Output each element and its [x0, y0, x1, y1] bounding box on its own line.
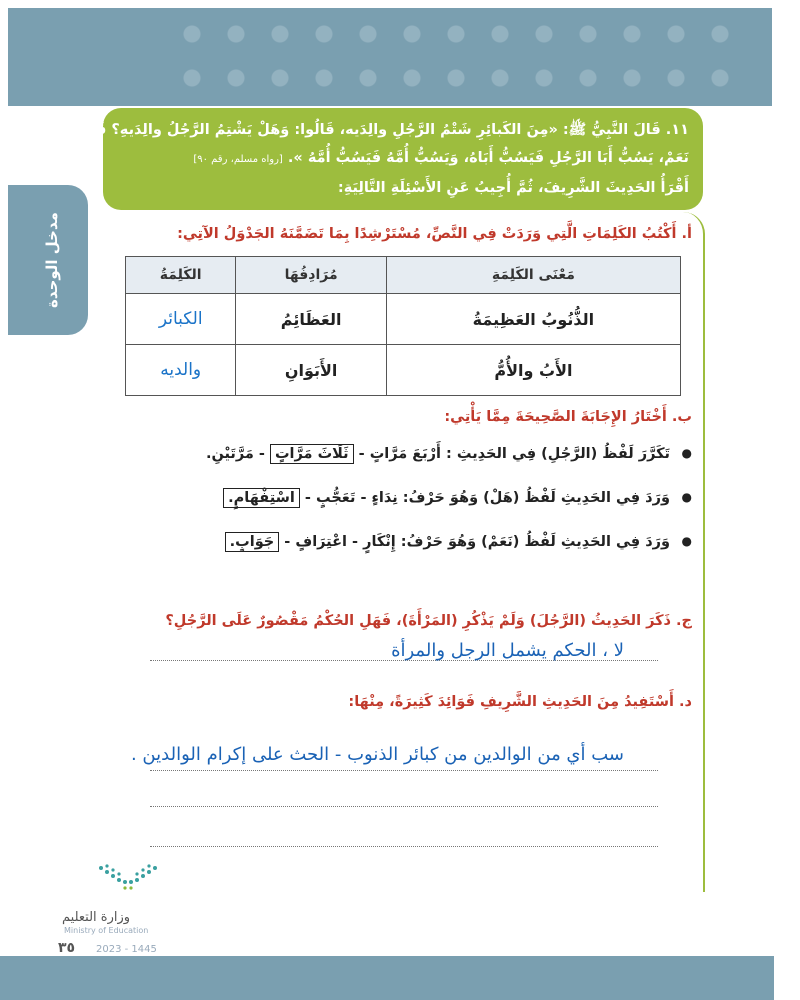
list-item [112, 534, 692, 578]
page-right-margin [774, 0, 800, 1000]
list-item [112, 446, 692, 490]
question-c-prompt: ج. ذَكَرَ الحَدِيثُ (الرَّجُلَ) وَلَمْ يَذْكُرِ (المَرْأَةَ)، فَهَلِ الحُكْمُ مَقْصُورٌ عَلَى الرَّجُلِ؟ [165, 613, 692, 629]
unit-side-tab-label: مدخل الوحدة [43, 212, 61, 308]
header-meaning: مَعْنَى الكَلِمَةِ [386, 257, 680, 294]
selected-choice[interactable]: اسْتِفْهَامٍ. [223, 488, 300, 508]
choice-text: وَرَدَ فِي الحَدِيثِ لَفْظُ (نَعَمْ) وَهُوَ حَرْفُ: إِنْكَارٍ - اعْتِرَافٍ - [279, 534, 670, 550]
header-word: الكَلِمَةُ [126, 257, 236, 294]
question-b-prompt: ب. أَخْتَارُ الإِجَابَةَ الصَّحِيحَةَ مِمَّا يَأْتِي: [444, 409, 692, 425]
hadith-line-2-text: نَعَمْ، يَسُبُّ أَبَا الرَّجُلِ فَيَسُبُّ أَبَاهُ، وَيَسُبُّ أُمَّهُ فَيَسُبُّ أُمَّهُ ». [287, 150, 689, 166]
footer-bar [0, 956, 774, 1000]
answer-line [150, 846, 658, 847]
choice-text: وَرَدَ فِي الحَدِيثِ لَفْظُ (هَلْ) وَهُوَ حَرْفُ: نِدَاءٍ - تَعَجُّبٍ - [299, 490, 670, 506]
table-header-row [126, 257, 681, 294]
question-d-prompt: د. أَسْتَفِيدُ مِنَ الحَدِيثِ الشَّرِيفِ فَوَائِدَ كَثِيرَةً، مِنْهَا: [348, 694, 692, 710]
page-number: ٣٥ [58, 940, 76, 956]
table-row [126, 294, 681, 345]
multiple-choice-list [112, 446, 692, 578]
answer-line [150, 806, 658, 807]
cell-meaning: الأَبُ والأُمُّ [386, 345, 680, 396]
vocabulary-table [125, 256, 681, 396]
cell-meaning: الذُّنُوبُ العَظِيمَةُ [386, 294, 680, 345]
cell-word-answer[interactable]: والديه [126, 345, 236, 396]
ministry-logo-icon [95, 862, 161, 892]
header-synonym: مُرَادِفُهَا [236, 257, 386, 294]
selected-choice[interactable]: ثَلَاثَ مَرَّاتٍ [270, 444, 354, 464]
hadith-line-1: ١١. قَالَ النَّبِيُّ ﷺ: «مِنَ الكَبائِرِ شَتْمُ الرَّجُلِ والِدَيه، قَالُوا: وَهَلْ يَشْتِمُ الرَّجُلُ والِدَيهِ؟ قَالَ: [73, 122, 689, 138]
choice-after: - مَرَّتَيْنِ. [205, 446, 270, 462]
banner-pattern [172, 14, 732, 100]
edition-year: 2023 - 1445 [96, 944, 157, 955]
table-row [126, 345, 681, 396]
header-banner [8, 8, 772, 106]
cell-word-answer[interactable]: الكبائر [126, 294, 236, 345]
question-d-answer[interactable]: سب أي من الوالدين من كبائر الذنوب - الحث على إكرام الوالدين . [130, 744, 624, 765]
hadith-citation: [رواه مسلم، رقم ٩٠] [193, 154, 283, 165]
list-item [112, 490, 692, 534]
cell-synonym: الأَبَوَانِ [236, 345, 386, 396]
hadith-line-2 [117, 144, 689, 174]
question-c-answer[interactable]: لا ، الحكم يشمل الرجل والمرأة [391, 640, 624, 661]
selected-choice[interactable]: جَوَابٍ. [225, 532, 280, 552]
cell-synonym: العَظَائِمُ [236, 294, 386, 345]
question-a-prompt: أ. أَكْتُبُ الكَلِمَاتِ الَّتِي وَرَدَتْ فِي النَّصِّ، مُسْتَرْشِدًا بِمَا تَضَمَّنَهُ الجَدْوَلُ الآتِي: [177, 226, 692, 242]
hadith-intro-box [73, 108, 703, 210]
answer-line [150, 770, 658, 771]
instruction-line: أَقْرَأُ الحَدِيثَ الشَّرِيفَ، ثُمَّ أُجِيبُ عَنِ الأَسْئِلَةِ التَّالِيَةِ: [337, 180, 689, 196]
ministry-name-en: Ministry of Education [64, 926, 149, 935]
choice-text: تَكَرَّرَ لَفْظُ (الرَّجُلِ) فِي الحَدِيثِ : أَرْبَعَ مَرَّاتٍ - [353, 446, 670, 462]
ministry-name-ar: وزارة التعليم [62, 910, 131, 925]
